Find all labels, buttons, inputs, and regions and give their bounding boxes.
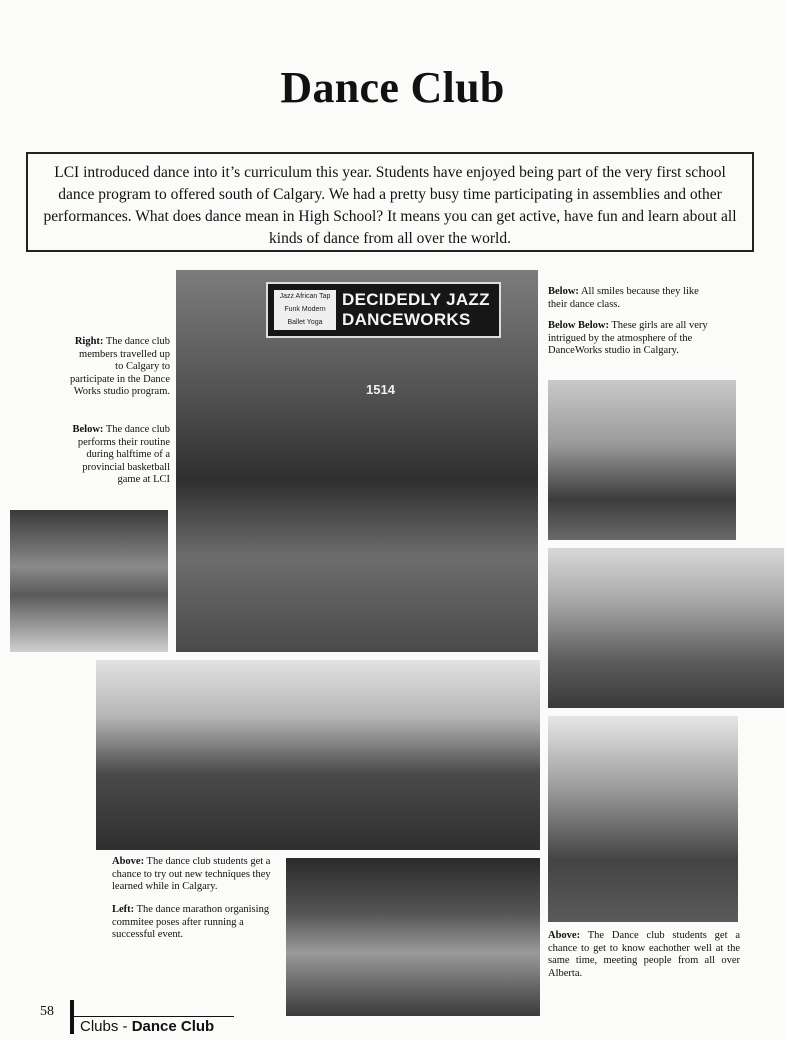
caption-text: The dance marathon organising commitee poses after running a successful event. [112, 904, 270, 940]
intro-text: LCI introduced dance into it’s curriculum this year. Students have enjoyed being part of the very first school dance program to offered south of Calgary. We had a pretty busy time participating in assemblies and other performances. What does dance mean in High School? It means you can get active, have fun and learn about all kinds of dance from all over the world. [43, 164, 737, 247]
caption-label: Left: [112, 904, 135, 915]
studio-photo [548, 548, 784, 708]
caption-below-below [548, 320, 708, 358]
caption-left [112, 904, 280, 942]
caption-label: Above: [548, 930, 581, 941]
footer-rule [74, 1016, 234, 1017]
meeting-photo [548, 716, 738, 922]
page-title: Dance Club [280, 63, 505, 112]
caption-text: The dance club members travelled up to Calgary to participate in the Dance Works studio program. [70, 336, 170, 397]
caption-label: Right: [74, 336, 104, 347]
caption-above-right [548, 930, 740, 980]
caption-text: The dance club students get a chance to try out new techniques they learned while in Calgary. [112, 856, 271, 892]
footer-section-name: Dance Club [131, 1018, 215, 1035]
caption-text: These girls are all very intrigued by the atmosphere of the DanceWorks studio in Calgary. [548, 320, 708, 356]
caption-right [70, 336, 170, 399]
caption-label: Above: [112, 856, 145, 867]
footer-divider [70, 1000, 74, 1034]
building-address: 1514 [366, 382, 395, 397]
group-photo [176, 270, 538, 652]
sign-menu-line: Ballet Yoga [287, 319, 323, 326]
caption-text: The dance club performs their routine during halftime of a provincial basketball game at LCI [77, 424, 170, 485]
sign-menu-line: Funk Modern [284, 306, 326, 313]
caption-text: The Dance club students get a chance to get to know eachother well at the same time, meeting people from all over Alberta. [548, 930, 740, 979]
sign-menu [274, 290, 336, 330]
sign-brand-line1: DECIDEDLY JAZZ [342, 290, 490, 309]
caption-below-left [70, 424, 170, 487]
caption-text: All smiles because they like their dance class. [548, 286, 699, 310]
dance-class-photo [96, 660, 540, 850]
footer-section-prefix: Clubs - [80, 1018, 132, 1035]
sign-brand-line2: DANCEWORKS [342, 310, 471, 329]
smiles-photo [548, 380, 736, 540]
caption-label: Below: [72, 424, 104, 435]
page-number: 58 [40, 1004, 54, 1019]
studio-sign [266, 282, 501, 338]
sign-menu-line: Jazz African Tap [279, 293, 331, 300]
caption-label: Below: [548, 286, 579, 297]
basketball-photo [10, 510, 168, 652]
footer-section [80, 1018, 214, 1035]
caption-above [112, 856, 280, 894]
committee-photo [286, 858, 540, 1016]
intro-box [26, 152, 754, 252]
caption-below [548, 286, 708, 311]
sign-brand [342, 290, 490, 330]
caption-label: Below Below: [548, 320, 609, 331]
